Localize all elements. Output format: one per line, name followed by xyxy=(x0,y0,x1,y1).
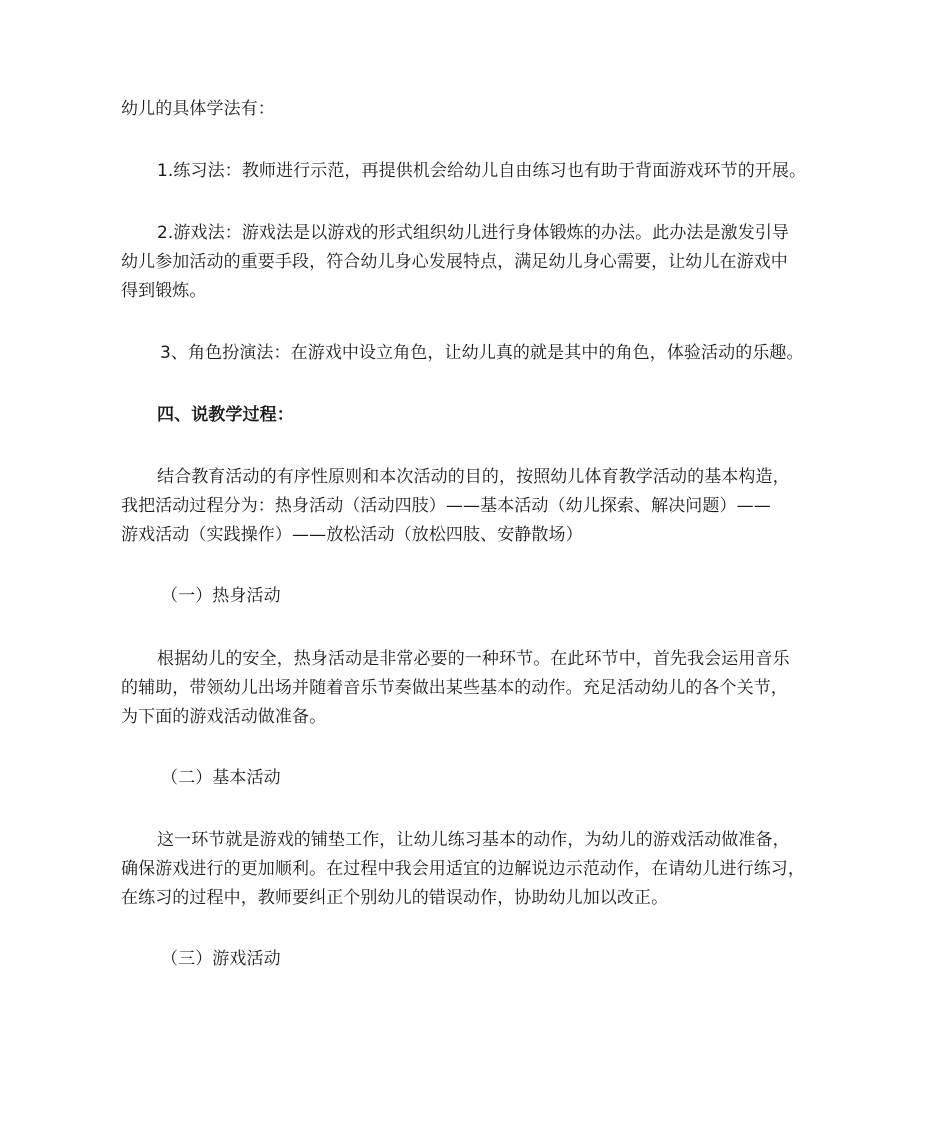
text-line: 幼儿参加活动的重要手段，符合幼儿身心发展特点，满足幼儿身心需要，让幼儿在游戏中 xyxy=(121,252,788,272)
text-line: 这一环节就是游戏的铺垫工作，让幼儿练习基本的动作，为幼儿的游戏活动做准备， xyxy=(157,830,790,850)
text-line: 根据幼儿的安全，热身活动是非常必要的一种环节。在此环节中，首先我会运用音乐 xyxy=(157,649,790,669)
text-line: （一）热身活动 xyxy=(161,586,281,606)
text-line: 幼儿的具体学法有： xyxy=(121,99,275,119)
text-line: （三）游戏活动 xyxy=(161,949,281,969)
text-line: 为下面的游戏活动做准备。 xyxy=(121,707,327,727)
paragraph-practice-method xyxy=(121,157,841,186)
text-line: 结合教育活动的有序性原则和本次活动的目的，按照幼儿体育教学活动的基本构造， xyxy=(157,467,790,487)
paragraph-game-method xyxy=(121,219,841,306)
text-line: 1.练习法：教师进行示范，再提供机会给幼儿自由练习也有助于背面游戏环节的开展。 xyxy=(157,161,807,181)
paragraph-learning-methods-intro xyxy=(121,95,841,124)
text-line: 游戏活动（实践操作）——放松活动（放松四肢、安静散场） xyxy=(121,525,583,545)
text-line: 四、说教学过程： xyxy=(157,405,294,425)
subheading-warmup xyxy=(121,582,841,611)
text-line: 我把活动过程分为：热身活动（活动四肢）——基本活动（幼儿探索、解决问题）—— xyxy=(121,496,771,516)
paragraph-warmup xyxy=(121,645,841,732)
text-line: 确保游戏进行的更加顺利。在过程中我会用适宜的边解说边示范动作，在请幼儿进行练习， xyxy=(121,859,805,879)
text-line: 的辅助，带领幼儿出场并随着音乐节奏做出某些基本的动作。充足活动幼儿的各个关节， xyxy=(121,678,788,698)
subheading-game-activity xyxy=(121,945,841,974)
text-line: （二）基本活动 xyxy=(161,768,281,788)
paragraph-basic-activity xyxy=(121,826,841,913)
text-line: 得到锻炼。 xyxy=(121,281,207,301)
paragraph-process-overview xyxy=(121,463,841,550)
text-line: 3、角色扮演法：在游戏中设立角色，让幼儿真的就是其中的角色，体验活动的乐趣。 xyxy=(160,343,804,363)
paragraph-role-play-method xyxy=(121,339,841,368)
text-line: 2.游戏法：游戏法是以游戏的形式组织幼儿进行身体锻炼的办法。此办法是激发引导 xyxy=(157,223,790,243)
text-line: 在练习的过程中，教师要纠正个别幼儿的错误动作，协助幼儿加以改正。 xyxy=(121,888,669,908)
section-heading-teaching-process xyxy=(121,401,841,430)
subheading-basic-activity xyxy=(121,764,841,793)
